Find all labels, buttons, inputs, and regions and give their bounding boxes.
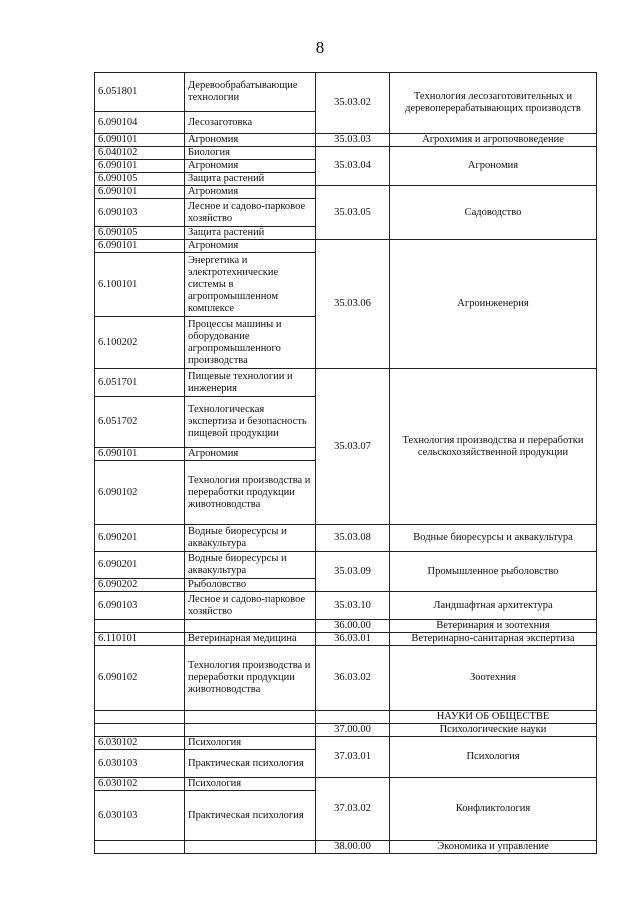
- direction-code: 35.03.04: [316, 147, 390, 186]
- old-specialty-name: Психология: [185, 778, 316, 791]
- direction-code: 35.03.08: [316, 525, 390, 552]
- old-specialty-name: Защита растений: [185, 173, 316, 186]
- direction-name: Ландшафтная архитектура: [390, 592, 597, 620]
- table-row: [95, 724, 597, 737]
- old-specialty-code: 6.030102: [95, 737, 185, 750]
- old-specialty-name: Агрономия: [185, 186, 316, 199]
- old-specialty-code: 6.090101: [95, 186, 185, 199]
- table-row: [95, 369, 597, 397]
- direction-code: [316, 711, 390, 724]
- table-row: [95, 620, 597, 633]
- old-specialty-name: [185, 711, 316, 724]
- old-specialty-code: [95, 841, 185, 854]
- old-specialty-code: 6.090102: [95, 461, 185, 525]
- direction-code: 35.03.09: [316, 552, 390, 592]
- direction-name: Технология производства и переработки сельскохозяйственной продукции: [390, 369, 597, 525]
- direction-name: Конфликтология: [390, 778, 597, 841]
- direction-name: Агрономия: [390, 147, 597, 186]
- direction-code: 36.00.00: [316, 620, 390, 633]
- old-specialty-name: Агрономия: [185, 448, 316, 461]
- old-specialty-code: 6.090102: [95, 646, 185, 711]
- direction-code: 35.03.03: [316, 134, 390, 147]
- specialty-correspondence-table: [94, 72, 597, 854]
- old-specialty-name: Технология производства и переработки продукции животноводства: [185, 646, 316, 711]
- old-specialty-name: [185, 620, 316, 633]
- old-specialty-code: [95, 724, 185, 737]
- direction-name: Промышленное рыболовство: [390, 552, 597, 592]
- direction-name: НАУКИ ОБ ОБЩЕСТВЕ: [390, 711, 597, 724]
- old-specialty-code: 6.090101: [95, 160, 185, 173]
- direction-name: Зоотехния: [390, 646, 597, 711]
- table-row: [95, 147, 597, 160]
- old-specialty-name: Лесное и садово-парковое хозяйство: [185, 592, 316, 620]
- direction-name: Водные биоресурсы и аквакультура: [390, 525, 597, 552]
- old-specialty-code: 6.090103: [95, 592, 185, 620]
- old-specialty-code: 6.090105: [95, 227, 185, 240]
- old-specialty-name: Лесозаготовка: [185, 112, 316, 134]
- old-specialty-name: Технология производства и переработки продукции животноводства: [185, 461, 316, 525]
- old-specialty-code: 6.030103: [95, 791, 185, 841]
- table-row: [95, 841, 597, 854]
- old-specialty-name: Защита растений: [185, 227, 316, 240]
- table-row: [95, 73, 597, 112]
- direction-name: Агрохимия и агропочвоведение: [390, 134, 597, 147]
- old-specialty-code: 6.030103: [95, 750, 185, 778]
- direction-code: 38.00.00: [316, 841, 390, 854]
- table-row: [95, 646, 597, 711]
- table-row: [95, 240, 597, 253]
- direction-name: Экономика и управление: [390, 841, 597, 854]
- table-row: [95, 134, 597, 147]
- direction-name: Ветеринария и зоотехния: [390, 620, 597, 633]
- table-row: [95, 525, 597, 552]
- old-specialty-code: 6.040102: [95, 147, 185, 160]
- old-specialty-code: 6.090105: [95, 173, 185, 186]
- old-specialty-code: 6.110101: [95, 633, 185, 646]
- old-specialty-code: 6.051702: [95, 397, 185, 448]
- direction-name: Психологические науки: [390, 724, 597, 737]
- old-specialty-name: Деревообрабатывающие технологии: [185, 73, 316, 112]
- direction-code: 35.03.02: [316, 73, 390, 134]
- old-specialty-code: 6.090201: [95, 525, 185, 552]
- direction-name: Садоводство: [390, 186, 597, 240]
- direction-code: 37.03.02: [316, 778, 390, 841]
- direction-code: 35.03.06: [316, 240, 390, 369]
- direction-name: Психология: [390, 737, 597, 778]
- old-specialty-name: [185, 724, 316, 737]
- table-row: [95, 737, 597, 750]
- direction-code: 36.03.02: [316, 646, 390, 711]
- table-row: [95, 778, 597, 791]
- direction-code: 35.03.05: [316, 186, 390, 240]
- old-specialty-name: Технологическая экспертиза и безопасность пищевой продукции: [185, 397, 316, 448]
- old-specialty-name: Водные биоресурсы и аквакультура: [185, 525, 316, 552]
- old-specialty-name: Практическая психология: [185, 791, 316, 841]
- old-specialty-code: 6.100101: [95, 253, 185, 317]
- old-specialty-name: Энергетика и электротехнические системы в агропромышленном комплексе: [185, 253, 316, 317]
- direction-code: 37.03.01: [316, 737, 390, 778]
- direction-code: 35.03.10: [316, 592, 390, 620]
- old-specialty-name: Психология: [185, 737, 316, 750]
- old-specialty-code: [95, 620, 185, 633]
- old-specialty-name: [185, 841, 316, 854]
- direction-code: 37.00.00: [316, 724, 390, 737]
- direction-code: 36.03.01: [316, 633, 390, 646]
- old-specialty-name: Практическая психология: [185, 750, 316, 778]
- old-specialty-name: Биология: [185, 147, 316, 160]
- old-specialty-name: Лесное и садово-парковое хозяйство: [185, 199, 316, 227]
- old-specialty-name: Агрономия: [185, 134, 316, 147]
- old-specialty-code: 6.090101: [95, 240, 185, 253]
- old-specialty-code: [95, 711, 185, 724]
- direction-name: Агроинженерия: [390, 240, 597, 369]
- direction-name: Технология лесозаготовительных и деревоперерабатывающих производств: [390, 73, 597, 134]
- old-specialty-name: Агрономия: [185, 240, 316, 253]
- old-specialty-name: Процессы машины и оборудование агропромышленного производства: [185, 317, 316, 369]
- old-specialty-code: 6.090202: [95, 579, 185, 592]
- old-specialty-name: Агрономия: [185, 160, 316, 173]
- old-specialty-name: Рыболовство: [185, 579, 316, 592]
- page-number: 8: [315, 38, 325, 57]
- table-row: [95, 592, 597, 620]
- direction-name: Ветеринарно-санитарная экспертиза: [390, 633, 597, 646]
- old-specialty-code: 6.051701: [95, 369, 185, 397]
- table-row: [95, 711, 597, 724]
- old-specialty-code: 6.090201: [95, 552, 185, 579]
- old-specialty-name: Водные биоресурсы и аквакультура: [185, 552, 316, 579]
- old-specialty-name: Пищевые технологии и инженерия: [185, 369, 316, 397]
- old-specialty-code: 6.090101: [95, 448, 185, 461]
- old-specialty-code: 6.090103: [95, 199, 185, 227]
- old-specialty-code: 6.090104: [95, 112, 185, 134]
- old-specialty-code: 6.051801: [95, 73, 185, 112]
- old-specialty-code: 6.090101: [95, 134, 185, 147]
- old-specialty-code: 6.030102: [95, 778, 185, 791]
- old-specialty-name: Ветеринарная медицина: [185, 633, 316, 646]
- old-specialty-code: 6.100202: [95, 317, 185, 369]
- table-row: [95, 633, 597, 646]
- table-row: [95, 552, 597, 579]
- table-row: [95, 186, 597, 199]
- direction-code: 35.03.07: [316, 369, 390, 525]
